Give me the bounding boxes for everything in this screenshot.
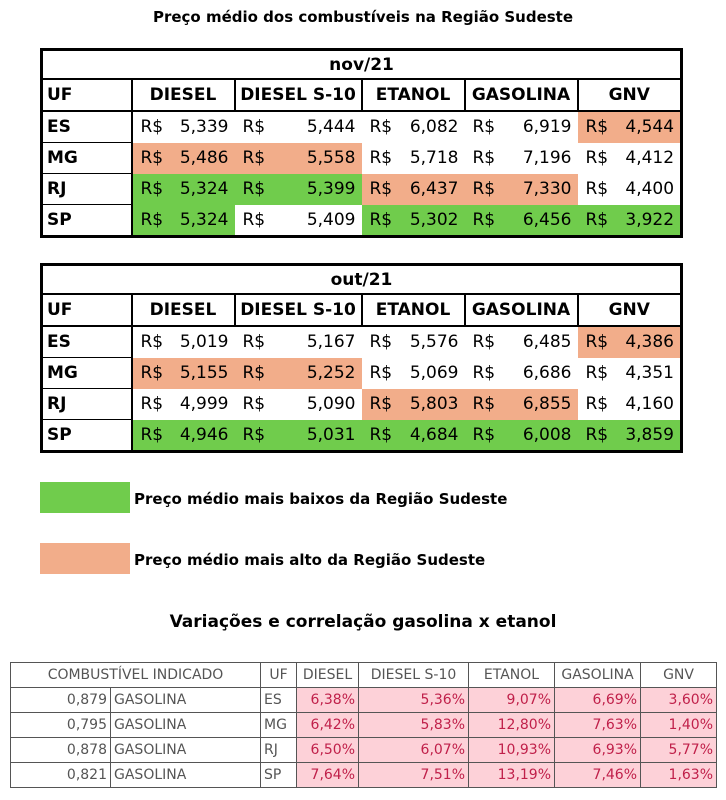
- col-header-diesel: DIESEL: [297, 663, 359, 688]
- price-cell-highest: R$ 6,437: [369, 179, 459, 199]
- variation-cell: 1,40%: [641, 713, 717, 738]
- price-cell-lowest: R$ 5,031: [242, 424, 356, 445]
- ratio-cell: 0,795: [11, 713, 111, 738]
- price-cell: R$ 6,485: [472, 332, 572, 353]
- price-cell-highest: R$ 6,855: [472, 394, 572, 414]
- variations-table: [10, 662, 717, 788]
- col-header-diesel-s10: DIESEL S-10: [235, 294, 362, 326]
- col-header-diesel: DIESEL: [132, 294, 235, 326]
- col-header-gnv: GNV: [578, 294, 682, 326]
- price-cell: R$ 7,196: [472, 148, 572, 168]
- price-cell: R$ 5,167: [242, 332, 356, 353]
- col-header-uf: UF: [42, 294, 132, 326]
- variation-cell: 9,07%: [469, 688, 555, 713]
- variation-cell: 13,19%: [469, 763, 555, 788]
- uf-cell: SP: [42, 420, 132, 452]
- price-cell: R$ 4,351: [585, 363, 674, 383]
- uf-cell: MG: [42, 143, 132, 174]
- price-cell: R$ 5,444: [242, 117, 356, 138]
- price-cell: R$ 5,718: [369, 148, 459, 168]
- uf-cell: RJ: [42, 389, 132, 420]
- col-header-etanol: ETANOL: [362, 79, 465, 111]
- variation-cell: 5,83%: [359, 713, 469, 738]
- price-cell-highest: R$ 5,486: [140, 148, 229, 168]
- fuel-cell: GASOLINA: [111, 763, 261, 788]
- price-cell: R$ 4,412: [585, 148, 675, 168]
- variation-cell: 1,63%: [641, 763, 717, 788]
- variation-cell: 7,64%: [297, 763, 359, 788]
- price-cell-lowest: R$ 3,859: [585, 424, 674, 445]
- variation-cell: 5,36%: [359, 688, 469, 713]
- variation-cell: 7,46%: [555, 763, 641, 788]
- ratio-cell: 0,821: [11, 763, 111, 788]
- legend-label-lowest: Preço médio mais baixos da Região Sudeste: [134, 490, 508, 508]
- legend-swatch-highest: [40, 543, 130, 574]
- variation-cell: 6,07%: [359, 738, 469, 763]
- col-header-gasolina: GASOLINA: [465, 294, 578, 326]
- price-cell-highest: R$ 5,558: [242, 148, 356, 168]
- variation-cell: 6,42%: [297, 713, 359, 738]
- header-row: [11, 663, 717, 688]
- variation-cell: 5,77%: [641, 738, 717, 763]
- table-row: [11, 738, 717, 763]
- uf-cell: ES: [42, 326, 132, 358]
- variation-cell: 12,80%: [469, 713, 555, 738]
- col-header-uf: UF: [42, 79, 132, 111]
- col-header-diesel: DIESEL: [132, 79, 235, 111]
- month-label: nov/21: [42, 50, 682, 80]
- table-row: [11, 763, 717, 788]
- table-row: [11, 688, 717, 713]
- price-cell-highest: R$ 4,544: [585, 117, 675, 138]
- page-title: Preço médio dos combustíveis na Região Sudeste: [152, 8, 574, 26]
- price-cell-lowest: R$ 5,399: [242, 179, 356, 199]
- table-row: [42, 205, 682, 237]
- price-cell: R$ 4,160: [585, 394, 674, 414]
- table-row: [11, 713, 717, 738]
- uf-cell: RJ: [42, 174, 132, 205]
- variation-cell: 10,93%: [469, 738, 555, 763]
- uf-cell: ES: [261, 688, 297, 713]
- variation-cell: 6,38%: [297, 688, 359, 713]
- price-cell-highest: R$ 5,252: [242, 363, 356, 383]
- ratio-cell: 0,879: [11, 688, 111, 713]
- table-row: [42, 143, 682, 174]
- variation-cell: 6,69%: [555, 688, 641, 713]
- variation-cell: 7,51%: [359, 763, 469, 788]
- price-cell: R$ 5,576: [369, 332, 459, 353]
- price-cell: R$ 5,339: [140, 117, 229, 138]
- uf-cell: SP: [42, 205, 132, 237]
- variation-cell: 7,63%: [555, 713, 641, 738]
- price-table-out: [40, 263, 683, 453]
- price-cell-lowest: R$ 5,302: [369, 209, 459, 230]
- price-cell: R$ 5,019: [140, 332, 229, 353]
- variation-cell: 6,93%: [555, 738, 641, 763]
- col-header-gnv: GNV: [578, 79, 682, 111]
- legend-label-highest: Preço médio mais alto da Região Sudeste: [134, 551, 486, 569]
- variation-cell: 6,50%: [297, 738, 359, 763]
- price-cell-lowest: R$ 6,456: [472, 209, 572, 230]
- price-cell: R$ 6,686: [472, 363, 572, 383]
- legend-swatch-lowest: [40, 482, 130, 513]
- table-row: [42, 174, 682, 205]
- price-cell-lowest: R$ 6,008: [472, 424, 572, 445]
- uf-cell: ES: [42, 111, 132, 143]
- col-header-combustivel: COMBUSTÍVEL INDICADO: [11, 663, 261, 688]
- col-header-etanol: ETANOL: [362, 294, 465, 326]
- variations-title: Variações e correlação gasolina x etanol: [169, 612, 557, 632]
- price-cell: R$ 4,999: [140, 394, 229, 414]
- variation-cell: 3,60%: [641, 688, 717, 713]
- table-row: [42, 389, 682, 420]
- price-cell: R$ 5,069: [369, 363, 459, 383]
- fuel-cell: GASOLINA: [111, 738, 261, 763]
- price-cell: R$ 4,400: [585, 179, 675, 199]
- price-cell: R$ 5,090: [242, 394, 356, 414]
- uf-cell: MG: [42, 358, 132, 389]
- col-header-etanol: ETANOL: [469, 663, 555, 688]
- fuel-cell: GASOLINA: [111, 713, 261, 738]
- col-header-gasolina: GASOLINA: [555, 663, 641, 688]
- table-row: [42, 420, 682, 452]
- price-cell-lowest: R$ 4,684: [369, 424, 459, 445]
- price-cell-highest: R$ 5,155: [140, 363, 229, 383]
- col-header-diesel-s10: DIESEL S-10: [359, 663, 469, 688]
- price-cell-lowest: R$ 4,946: [140, 424, 229, 445]
- price-cell: R$ 5,409: [242, 209, 356, 230]
- uf-cell: MG: [261, 713, 297, 738]
- price-cell-highest: R$ 5,803: [369, 394, 459, 414]
- price-cell: R$ 6,082: [369, 117, 459, 138]
- price-cell-lowest: R$ 3,922: [585, 209, 675, 230]
- uf-cell: SP: [261, 763, 297, 788]
- month-label: out/21: [42, 265, 682, 295]
- col-header-diesel-s10: DIESEL S-10: [235, 79, 362, 111]
- uf-cell: RJ: [261, 738, 297, 763]
- table-row: [42, 358, 682, 389]
- col-header-gnv: GNV: [641, 663, 717, 688]
- price-cell-highest: R$ 7,330: [472, 179, 572, 199]
- price-cell-lowest: R$ 5,324: [140, 209, 229, 230]
- price-cell-lowest: R$ 5,324: [140, 179, 229, 199]
- price-cell: R$ 6,919: [472, 117, 572, 138]
- col-header-uf: UF: [261, 663, 297, 688]
- price-cell-highest: R$ 4,386: [585, 332, 674, 353]
- ratio-cell: 0,878: [11, 738, 111, 763]
- table-row: [42, 326, 682, 358]
- table-row: [42, 111, 682, 143]
- fuel-cell: GASOLINA: [111, 688, 261, 713]
- price-table-nov: [40, 48, 683, 238]
- col-header-gasolina: GASOLINA: [465, 79, 578, 111]
